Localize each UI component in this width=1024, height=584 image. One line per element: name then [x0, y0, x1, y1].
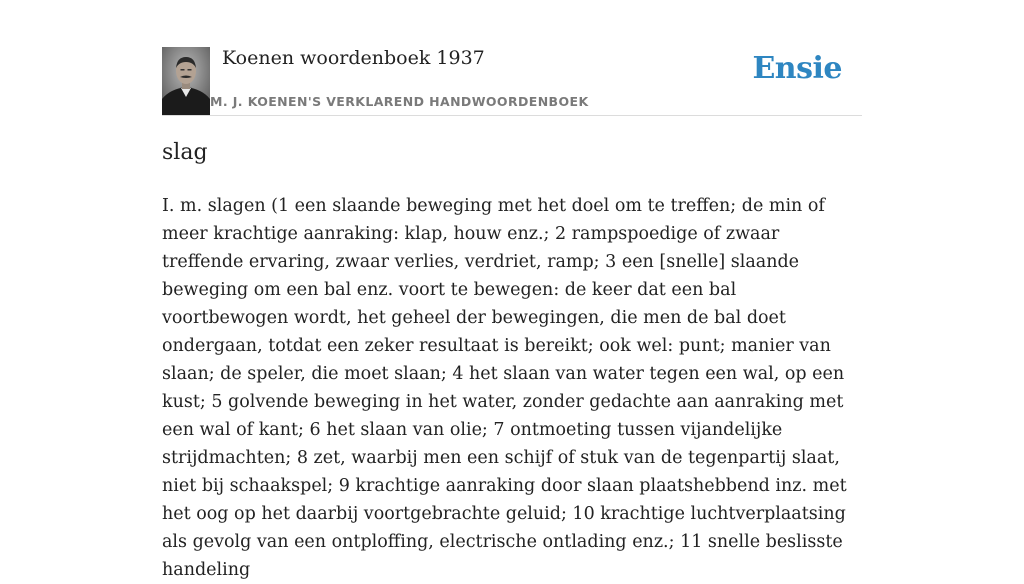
entry-definition: I. m. slagen (1 een slaande beweging met het doel om te treffen; de min of meer krachtige aanraking: klap, houw enz.; 2 rampspoedige of zwaar treffende ervaring, zwaar verlies, verdriet, ramp; 3 een [snelle] slaande beweging om een bal enz. voort te bewegen: de keer dat een bal voortbewogen wordt, het geheel der bewegingen, die men de bal doet ondergaan, totdat een zeker resultaat is bereikt; ook wel: punt; manier van slaan; de speler, die moet slaan; 4 het slaan van water tegen een wal, op een kust; 5 golvende beweging in het water, zonder gedachte aan aanraking met een wal of kant; 6 het slaan van olie; 7 ontmoeting tussen vijandelijke strijdmachten; 8 zet, waarbij men een schijf of stuk van de tegenpartij slaat, niet bij schaakspel; 9 krachtige aanraking door slaan plaatshebbend inz. met het oog op het daarbij voortgebrachte geluid; 10 krachtige luchtverplaatsing als gevolg van een ontploffing, electrische ontlading enz.; 11 snelle beslisste handeling: [162, 196, 847, 580]
author-portrait[interactable]: [162, 47, 210, 115]
book-subtitle: M. J. KOENEN'S VERKLAREND HANDWOORDENBOEK: [210, 94, 589, 109]
portrait-image: [162, 47, 210, 115]
book-title[interactable]: Koenen woordenboek 1937: [222, 47, 485, 69]
ensie-logo-link[interactable]: Ensie: [752, 51, 842, 86]
entry-headword: slag: [162, 140, 208, 165]
dictionary-header: [162, 44, 862, 116]
